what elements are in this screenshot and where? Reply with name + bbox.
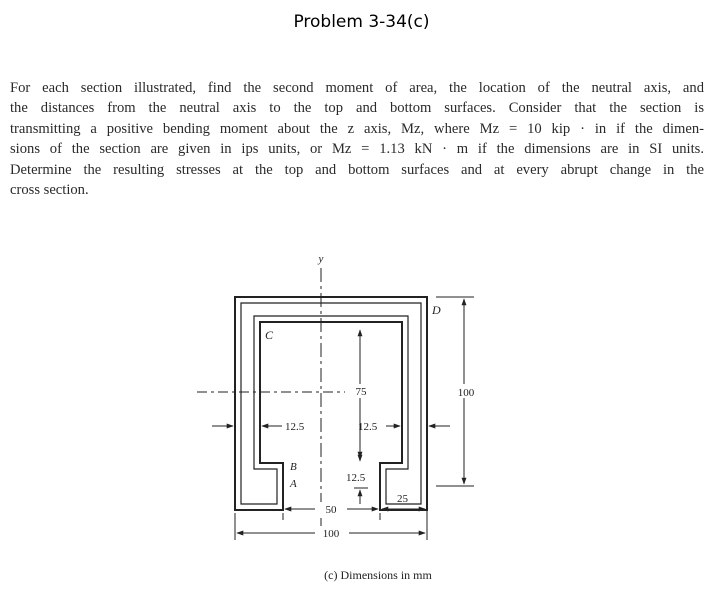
problem-line: For each section illustrated, find the second moment of area, the location of the neutral axis, and [10,80,704,96]
figure-caption: (c) Dimensions in mm [324,568,432,582]
point-label-c: C [265,328,274,342]
problem-line: cross section. [10,182,89,199]
dim-right-wall-label: 12.5 [358,421,378,433]
problem-line: Determine the resulting stresses at the top and bottom surfaces and at every abrupt change in the [10,161,704,178]
dim-75-label: 75 [355,386,367,398]
problem-line: sions of the section are given in ips units, or Mz = 1.13 kN · m if the dimensions are in SI units. [10,141,704,158]
point-label-d: D [432,303,441,317]
point-label-a: A [290,478,297,490]
dim-lip-height-label: 12.5 [346,472,366,484]
problem-line: the distances from the neutral axis to the top and bottom surfaces. Consider that the section is [10,100,704,117]
dim-25-label: 25 [397,493,408,505]
point-label-b: B [290,461,297,473]
problem-title: Problem 3-34(c) [293,12,430,32]
dim-100-height-label: 100 [457,387,475,399]
dim-left-wall-label: 12.5 [285,421,305,433]
dim-50-label: 50 [325,504,337,516]
problem-line: transmitting a positive bending moment about the z axis, Mz, where Mz = 10 kip · in if the dimen- [10,120,704,137]
section-outer-outline [235,297,427,510]
dim-100-width-label: 100 [322,528,340,540]
y-axis-label: y [318,253,324,265]
